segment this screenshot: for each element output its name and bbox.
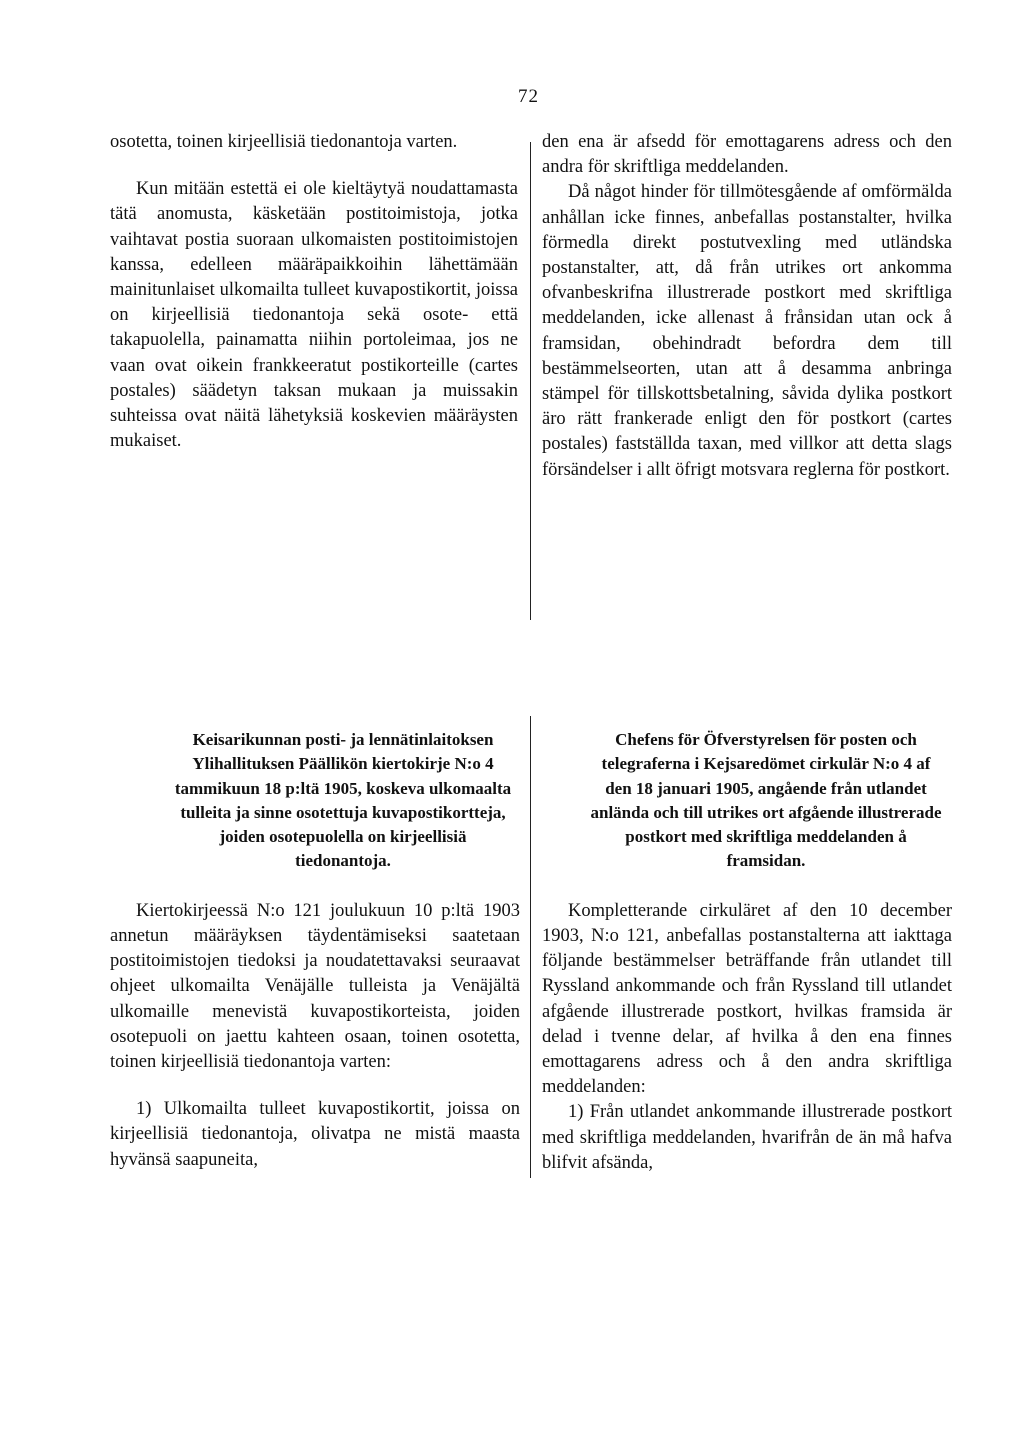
paragraph: Då något hinder för tillmötesgående af omförmälda anhållan icke finnes, anbefallas postanstalter, hvilka förmedla direkt postutvexling med utländska postanstalter, att, då från utrikes ort ankomma ofvanbeskrifna illustrerade postkort med skriftliga meddelanden, icke allenast å frånsidan utan ock å framsidan, obehindradt befordra dem till bestämmelseorten, utan att å desamma anbringa stämpel för tillskottsbetalning, såvida dylika postkort äro rätt frankerade enligt den för postkort (cartes postales) fastställda taxan, med villkor att detta slags försändelser i allt öfrigt motsvara reglerna för postkort. xyxy=(542,182,952,480)
paragraph: 1) Ulkomailta tulleet kuvapostikortit, joissa on kirjeellisiä tiedonantoja, olivatpa ne mistä maasta hyvänsä saapuneita, xyxy=(110,1099,520,1170)
page-number: 72 xyxy=(518,86,539,107)
circular-heading-swedish: Chefens för Öfverstyrelsen för posten och telegraferna i Kejsaredömet cirkulär N:o 4 af den 18 januari 1905, angående från utlandet anlända och till utrikes ort afgående illustrerade postkort med skriftliga meddelanden å framsidan. xyxy=(590,730,942,871)
paragraph: Kiertokirjeessä N:o 121 joulukuun 10 p:ltä 1903 annetun määräyksen täydentämiseksi saatetaan postitoimistojen tiedoksi ja noudatettavaksi seuraavat ohjeet ulkomailta Venäjälle tulleista ja Venäjältä ulkomaille menevistä kuvapostikorteista, joiden osotepuoli on jaettu kahteen osaan, toinen osotetta, toinen kirjeellisiä tiedonantoja varten: xyxy=(110,900,520,1072)
swedish-circular-column xyxy=(542,728,952,1176)
paragraph: den ena är afsedd för emottagarens adress och den andra för skriftliga meddelanden. xyxy=(542,132,952,178)
paragraph: Kompletterande cirkuläret af den 10 december 1903, N:o 121, anbefallas postanstalterna att iakttaga följande bestämmelser beträffande från utlandet till Ryssland ankommande och från Ryssland till utlandet afgående illustrerade postkort, hvilkas framsida är delad i tvenne delar, af hvilka å den ena finnes emottagarens adress och å den andra skriftliga meddelanden: xyxy=(542,900,952,1098)
top-right-column xyxy=(542,130,952,483)
paragraph: Kun mitään estettä ei ole kieltäytyä noudattamasta tätä anomusta, käsketään postitoimistoja, jotka vaihtavat postia suoraan ulkomaisten postitoimistojen kanssa, edelleen määräpaikkoihin lähettämään mainitunlaiset ulkomailta tulleet kuvapostikortit, joissa on kirjeellisiä tiedonantoja sekä osote- että takapuolella, painamatta niihin portoleimaa, jos ne vaan ovat oikein frankkeeratut postikorteille (cartes postales) säädetyn taksan mukaan ja muissakin suhteissa ovat näitä lähetyksiä koskevien määräysten mukaiset. xyxy=(110,179,518,452)
column-divider-bottom xyxy=(530,716,531,1178)
paragraph: osotetta, toinen kirjeellisiä tiedonantoja varten. xyxy=(110,132,458,152)
circular-heading-finnish: Keisarikunnan posti- ja lennätinlaitoksen Ylihallituksen Päällikön kiertokirje N:o 4 tammikuun 18 p:ltä 1905, koskeva ulkomaalta tulleita ja sinne osotettuja kuvapostikortteja, joiden osotepuolella on kirjeellisiä tiedonantoja. xyxy=(174,730,512,871)
column-divider-top xyxy=(530,142,531,620)
top-left-column xyxy=(110,130,518,454)
paragraph: 1) Från utlandet ankommande illustrerade postkort med skriftliga meddelanden, hvarifrån de än må hafva blifvit afsända, xyxy=(542,1102,952,1173)
finnish-circular-column xyxy=(110,728,520,1173)
